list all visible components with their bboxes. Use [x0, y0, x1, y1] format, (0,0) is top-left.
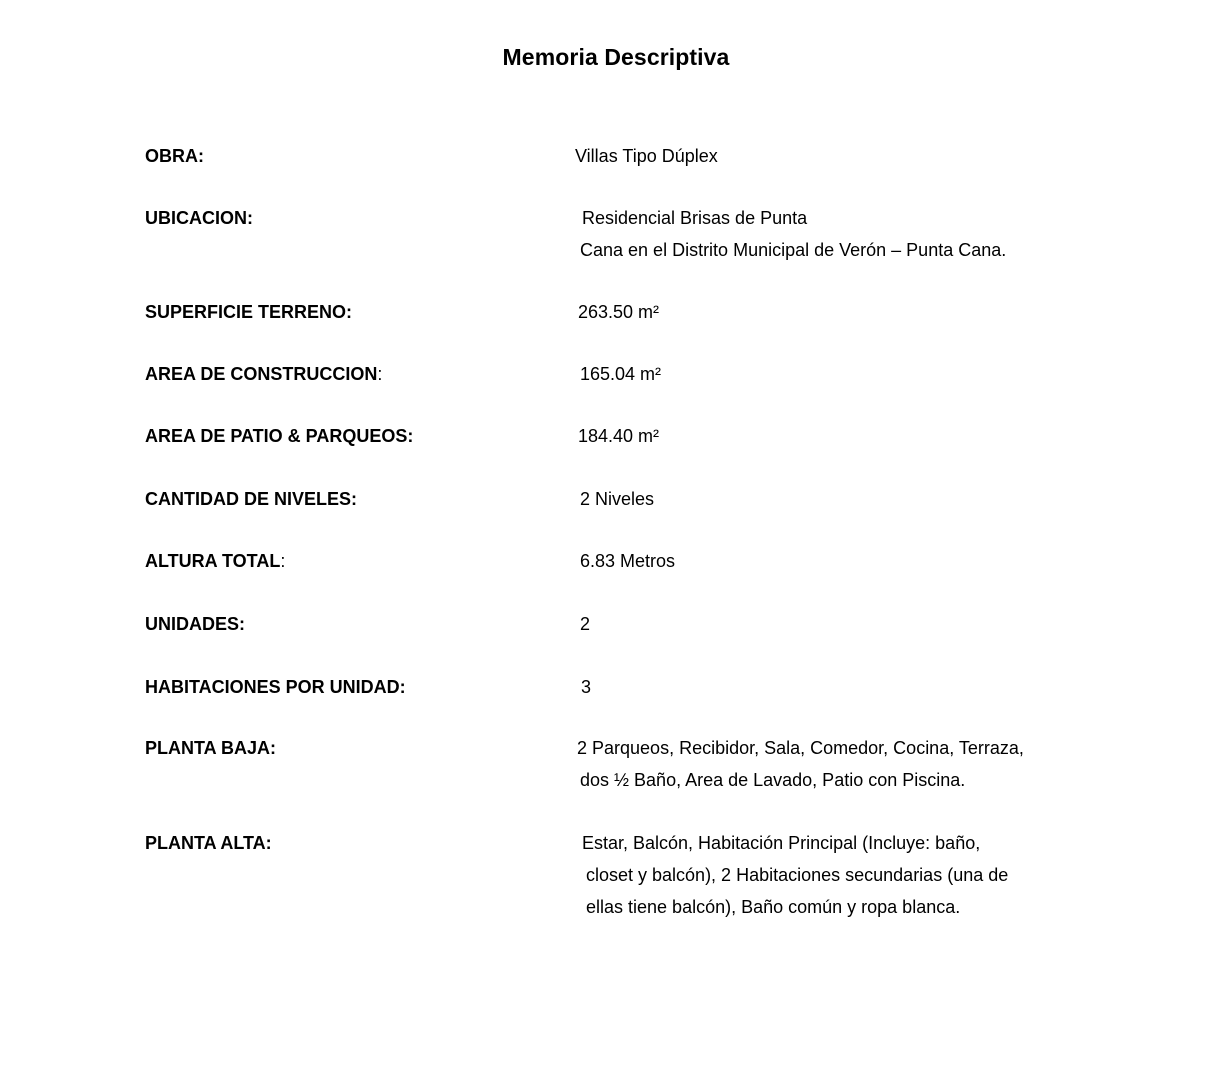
document-title: Memoria Descriptiva	[502, 44, 730, 70]
field-value-cantidad-niveles: 2 Niveles	[580, 489, 655, 509]
value-line: closet y balcón), 2 Habitaciones secundarias (una de	[586, 865, 1009, 885]
field-value-ubicacion	[580, 202, 1006, 266]
value-line: Residencial Brisas de Punta	[582, 208, 808, 228]
field-value-altura-total: 6.83 Metros	[580, 551, 676, 571]
value-line: dos ½ Baño, Area de Lavado, Patio con Piscina.	[580, 770, 966, 790]
field-value-planta-alta	[582, 827, 1008, 923]
label-colon: :	[280, 551, 286, 571]
value-line: ellas tiene balcón), Baño común y ropa blanca.	[586, 897, 961, 917]
field-label-obra: OBRA:	[145, 146, 204, 166]
field-value-unidades: 2	[580, 614, 591, 634]
field-label-area-construccion	[145, 364, 382, 385]
field-label-cantidad-niveles: CANTIDAD DE NIVELES:	[145, 489, 358, 509]
field-label-unidades: UNIDADES:	[145, 614, 246, 634]
field-value-obra: Villas Tipo Dúplex	[575, 146, 718, 166]
value-line: Cana en el Distrito Municipal de Verón – Punta Cana.	[580, 240, 1007, 260]
value-line: 2 Parqueos, Recibidor, Sala, Comedor, Cocina, Terraza,	[577, 738, 1024, 758]
field-label-ubicacion: UBICACION:	[145, 208, 253, 228]
label-text: ALTURA TOTAL	[145, 551, 281, 571]
field-label-altura-total	[145, 551, 285, 572]
value-line: Estar, Balcón, Habitación Principal (Incluye: baño,	[582, 833, 981, 853]
label-colon: :	[377, 364, 383, 384]
field-value-area-construccion: 165.04 m²	[580, 364, 662, 384]
field-label-planta-baja: PLANTA BAJA:	[145, 738, 276, 758]
field-value-planta-baja	[577, 732, 1024, 796]
field-label-superficie-terreno: SUPERFICIE TERRENO:	[145, 302, 353, 322]
field-label-planta-alta: PLANTA ALTA:	[145, 833, 272, 853]
field-label-area-patio: AREA DE PATIO & PARQUEOS:	[145, 426, 414, 446]
field-value-habitaciones: 3	[581, 677, 592, 697]
field-value-area-patio: 184.40 m²	[578, 426, 660, 446]
field-value-superficie-terreno: 263.50 m²	[578, 302, 660, 322]
label-text: AREA DE CONSTRUCCION	[145, 364, 378, 384]
field-label-habitaciones: HABITACIONES POR UNIDAD:	[145, 677, 406, 697]
